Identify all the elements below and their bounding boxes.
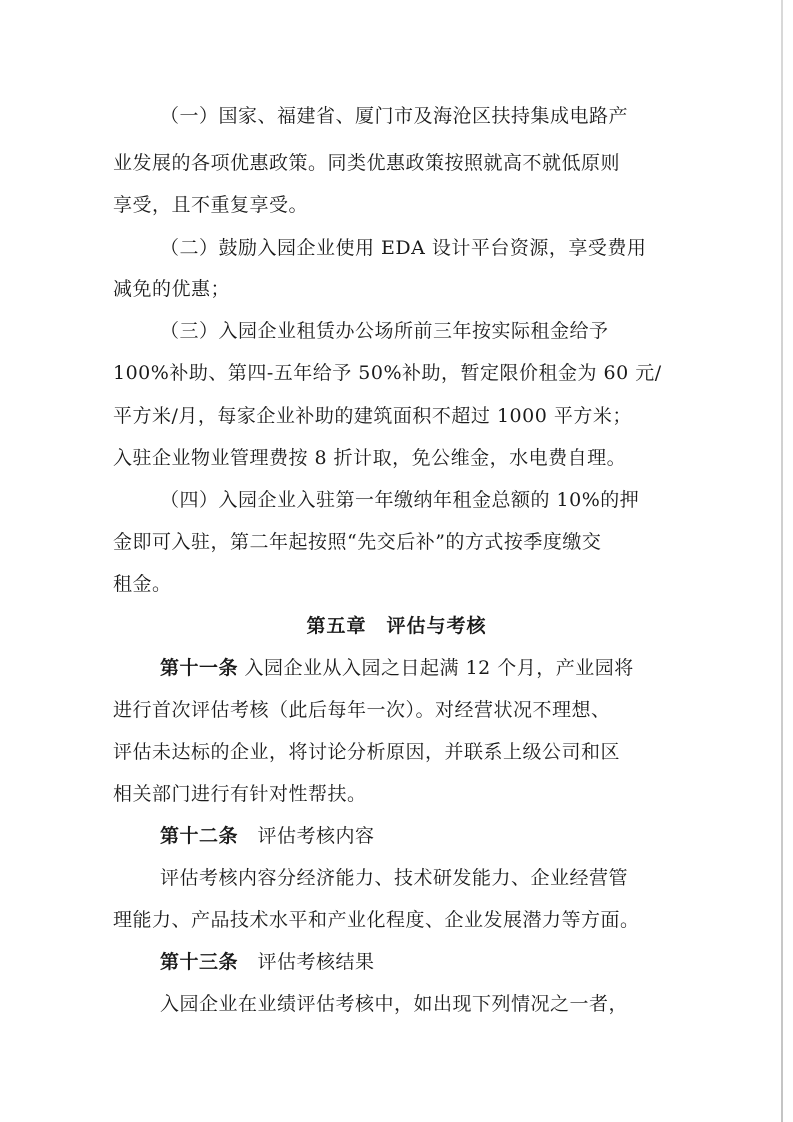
scan-edge-line <box>781 0 783 1122</box>
text-line: 金即可入驻，第二年起按照“先交后补”的方式按季度缴交 <box>113 531 602 553</box>
text-line: （二）鼓励入园企业使用 EDA 设计平台资源，享受费用 <box>160 237 647 259</box>
article-13-label: 第十三条 <box>160 951 239 973</box>
text-line: 理能力、产品技术水平和产业化程度、企业发展潜力等方面。 <box>113 909 640 931</box>
text-line: 租金。 <box>113 573 172 595</box>
text-line: 评估考核内容分经济能力、技术研发能力、企业经营管 <box>160 867 629 889</box>
article-11-text: 入园企业从入园之日起满 12 个月，产业园将 <box>238 657 634 679</box>
text-line: 相关部门进行有针对性帮扶。 <box>113 783 367 805</box>
text-line: （一）国家、福建省、厦门市及海沧区扶持集成电路产 <box>160 105 629 127</box>
chapter-heading: 第五章 评估与考核 <box>306 615 487 637</box>
text-line: 业发展的各项优惠政策。同类优惠政策按照就高不就低原则 <box>113 152 621 174</box>
article-12-label: 第十二条 <box>160 825 239 847</box>
text-line: 享受，且不重复享受。 <box>113 194 309 216</box>
text-line: 平方米/月，每家企业补助的建筑面积不超过 1000 平方米； <box>113 405 632 427</box>
article-12-heading <box>160 824 375 848</box>
text-line: 评估未达标的企业，将讨论分析原因，并联系上级公司和区 <box>113 741 621 763</box>
text-line: （三）入园企业租赁办公场所前三年按实际租金给予 <box>160 320 609 342</box>
article-13-heading <box>160 950 375 974</box>
article-11-label: 第十一条 <box>160 657 239 679</box>
text-line: （四）入园企业入驻第一年缴纳年租金总额的 10%的押 <box>160 489 640 511</box>
text-line: 入驻企业物业管理费按 8 折计取，免公维金，水电费自理。 <box>113 447 627 469</box>
text-line: 减免的优惠； <box>113 278 231 300</box>
text-line: 入园企业在业绩评估考核中，如出现下列情况之一者， <box>160 993 629 1015</box>
text-line: 进行首次评估考核（此后每年一次）。对经营状况不理想、 <box>113 699 611 721</box>
article-11-first-line <box>160 656 634 680</box>
article-12-title: 评估考核内容 <box>238 825 375 847</box>
text-line: 100%补助、第四-五年给予 50%补助，暂定限价租金为 60 元/ <box>113 362 662 384</box>
article-13-title: 评估考核结果 <box>238 951 375 973</box>
